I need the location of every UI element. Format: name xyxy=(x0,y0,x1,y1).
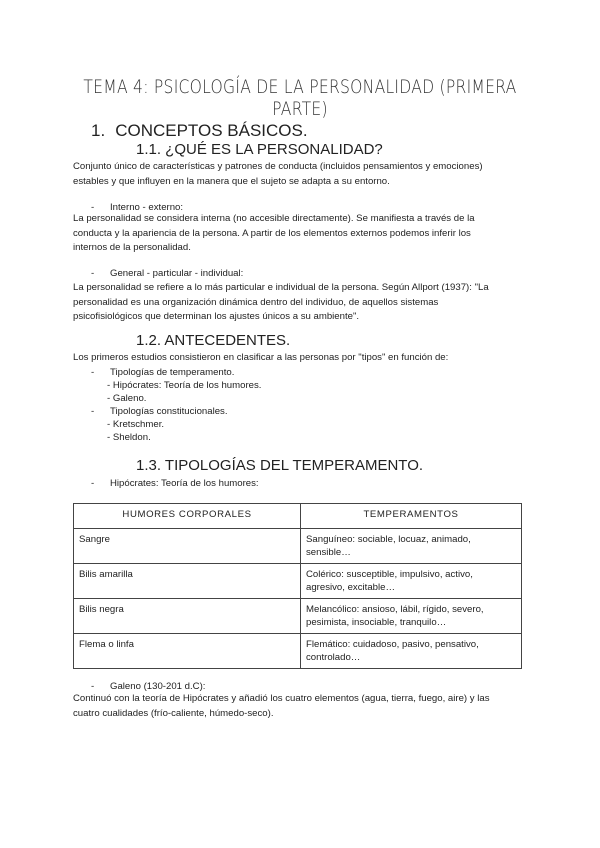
bullet-label: Galeno (130-201 d.C): xyxy=(110,681,206,692)
antecedentes-intro: Los primeros estudios consistieron en clasificar a las personas por "tipos" en función de: xyxy=(73,352,449,363)
bullet-label: Hipócrates: Teoría de los humores: xyxy=(110,478,259,489)
paragraph-line: conducta y la apariencia de la persona. A partir de los elementos externos podemos inferir los xyxy=(73,227,471,239)
bullet-dash: - xyxy=(91,202,95,213)
table-header-row xyxy=(74,504,522,529)
table-cell-temperamento xyxy=(301,599,522,634)
sub-item-hipocrates: - Hipócrates: Teoría de los humores. xyxy=(107,380,262,391)
subheading-antecedentes: 1.2. ANTECEDENTES. xyxy=(136,332,291,349)
cell-line: sensible… xyxy=(306,547,351,558)
cell-line: Flemático: cuidadoso, pasivo, pensativo, xyxy=(306,639,479,650)
bullet-label: Tipologías de temperamento. xyxy=(110,367,235,378)
cell-line: Sanguíneo: sociable, locuaz, animado, xyxy=(306,534,471,545)
subheading-tipologias: 1.3. TIPOLOGÍAS DEL TEMPERAMENTO. xyxy=(136,457,424,474)
table-cell-temperamento xyxy=(301,564,522,599)
sub-item-galeno: - Galeno. xyxy=(107,393,147,404)
section-number: 1. xyxy=(91,121,106,140)
definition-paragraph xyxy=(73,160,521,189)
table-cell-humor: Flema o linfa xyxy=(74,634,301,669)
bullet-dash: - xyxy=(91,406,95,417)
bullet-label: General - particular - individual: xyxy=(110,268,244,279)
section-heading-conceptos xyxy=(91,121,308,141)
bullet-dash: - xyxy=(91,367,95,378)
table-cell-humor: Bilis negra xyxy=(74,599,301,634)
paragraph-line: personalidad es una organización dinámica dentro del individuo, de aquellos sistemas xyxy=(73,296,439,308)
table-header-temperamentos: TEMPERAMENTOS xyxy=(301,504,522,529)
definition-line: Conjunto único de características y patrones de conducta (incluidos pensamientos y emociones) xyxy=(73,161,483,172)
bullet-tipologias-temperamento xyxy=(91,366,234,379)
bullet-general-particular xyxy=(91,267,243,280)
humores-table xyxy=(73,503,522,669)
paragraph-line: internos de la personalidad. xyxy=(73,242,191,254)
bullet-label: Tipologías constitucionales. xyxy=(110,406,228,417)
cell-line: agresivo, excitable… xyxy=(306,582,396,593)
galeno-paragraph xyxy=(73,692,521,721)
paragraph-line: La personalidad se refiere a lo más particular e individual de la persona. Según Allport (1937): "La xyxy=(73,282,489,293)
general-paragraph xyxy=(73,281,521,325)
page-title: TEMA 4: PSICOLOGÍA DE LA PERSONALIDAD (PRIMERA PARTE) xyxy=(83,76,517,120)
paragraph-line: Continuó con la teoría de Hipócrates y añadió los cuatro elementos (agua, tierra, fuego, aire) y las xyxy=(73,693,490,704)
cell-line: Melancólico: ansioso, lábil, rígido, severo, xyxy=(306,604,484,615)
cell-line: pesimista, insociable, tranquilo… xyxy=(306,617,447,628)
table-row xyxy=(74,599,522,634)
paragraph-line: La personalidad se considera interna (no accesible directamente). Se manifiesta a través de la xyxy=(73,213,475,224)
bullet-tipologias-constitucionales xyxy=(91,405,228,418)
bullet-dash: - xyxy=(91,681,95,692)
paragraph-line: cuatro cualidades (frío-caliente, húmedo-seco). xyxy=(73,707,274,719)
table-row xyxy=(74,564,522,599)
bullet-dash: - xyxy=(91,268,95,279)
subheading-que-es: 1.1. ¿QUÉ ES LA PERSONALIDAD? xyxy=(136,141,383,158)
interno-paragraph xyxy=(73,212,521,256)
paragraph-line: psicofisiológicos que determinan los ajustes únicos a su ambiente". xyxy=(73,311,360,323)
table-cell-humor: Sangre xyxy=(74,529,301,564)
definition-line: estables y que influyen en la manera que el sujeto se adapta a su entorno. xyxy=(73,175,390,187)
table-cell-temperamento xyxy=(301,634,522,669)
table-row xyxy=(74,529,522,564)
sub-item-kretschmer: - Kretschmer. xyxy=(107,419,165,430)
bullet-hipocrates xyxy=(91,477,259,490)
bullet-label: Interno - externo: xyxy=(110,202,184,213)
section-heading-text: CONCEPTOS BÁSICOS. xyxy=(115,121,308,140)
table-cell-humor: Bilis amarilla xyxy=(74,564,301,599)
bullet-dash: - xyxy=(91,478,95,489)
table-row xyxy=(74,634,522,669)
cell-line: controlado… xyxy=(306,652,361,663)
sub-item-sheldon: - Sheldon. xyxy=(107,432,151,443)
cell-line: Colérico: susceptible, impulsivo, activo, xyxy=(306,569,473,580)
table-cell-temperamento xyxy=(301,529,522,564)
table-header-humores: HUMORES CORPORALES xyxy=(74,504,301,529)
